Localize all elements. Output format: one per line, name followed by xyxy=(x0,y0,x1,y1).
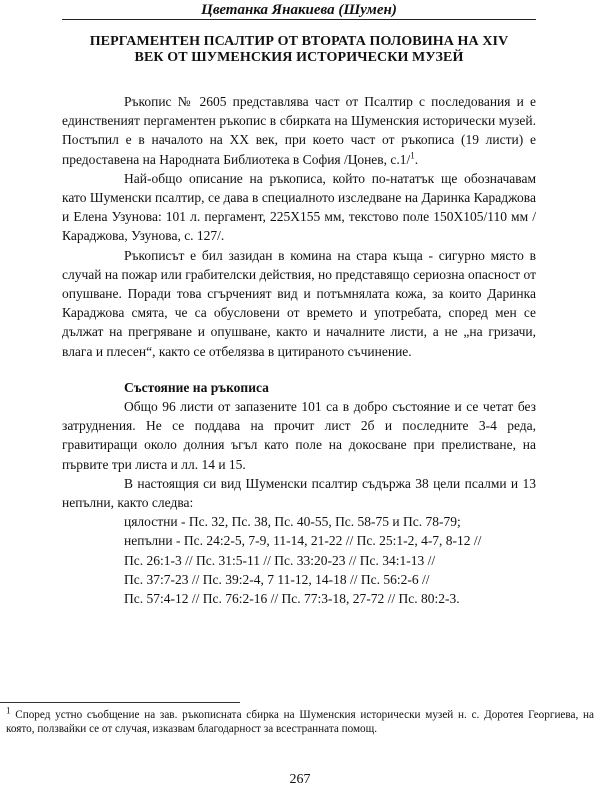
paragraph-4: Общо 96 листи от запазените 101 са в добро състояние и се четат без затруднения. Не се поддава на прочит лист 2б и последните 3-4 реда, гравитиращи около долния ъгъл като поле на докосване при прелистване, на първите три листа и лл. 14 и 15. xyxy=(62,399,536,472)
paragraph-5: В настоящия си вид Шуменски псалтир съдържа 38 цели псалми и 13 непълни, както следва: xyxy=(62,475,536,511)
footnote xyxy=(0,705,600,736)
section-heading: Състояние на ръкописа xyxy=(124,379,269,395)
list-item: непълни - Пс. 24:2-5, 7-9, 11-14, 21-22 // Пс. 25:1-2, 4-7, 8-12 // xyxy=(124,533,482,549)
article-title-line-1: ПЕРГАМЕНТЕН ПСАЛТИР ОТ ВТОРАТА ПОЛОВИНА НА XIV xyxy=(89,34,509,49)
paragraph-1-end: . xyxy=(414,151,419,167)
footnote-rule xyxy=(0,702,240,703)
list-item: Пс. 57:4-12 // Пс. 76:2-16 // Пс. 77:3-18, 27-72 // Пс. 80:2-3. xyxy=(124,591,460,607)
page-number: 267 xyxy=(289,772,311,787)
list-item: цялостни - Пс. 32, Пс. 38, Пс. 40-55, Пс. 58-75 и Пс. 78-79; xyxy=(124,514,461,530)
article-body xyxy=(62,92,536,608)
paragraph-1-text: Ръкопис № 2605 представлява част от Псалтир с последования и е единственият пергаментен ръкопис в сбирката на Шуменския исторически музей. Постъпил е в началото на XX век, при което част от ръкописа (19 листи) е предоставена на Народната Библиотека в София /Цонев, с.1/ xyxy=(62,94,536,167)
list-item: Пс. 26:1-3 // Пс. 31:5-11 // Пс. 33:20-23 // Пс. 34:1-13 // xyxy=(124,552,436,568)
header-rule xyxy=(62,19,536,20)
footnote-reference[interactable]: 1 xyxy=(410,150,415,161)
article-title-line-2: ВЕК ОТ ШУМЕНСКИЯ ИСТОРИЧЕСКИ МУЗЕЙ xyxy=(134,50,464,65)
paragraph-2: Най-общо описание на ръкописа, който по-нататък ще обозначавам като Шуменски псалтир, се дава в специалното изследване на Даринка Караджова и Елена Узунова: 101 л. пергамент, 225Х155 мм, текстово поле 150Х105/110 мм /Караджова, Узунова, с. 127/. xyxy=(62,170,536,244)
psalm-list xyxy=(62,512,536,608)
running-header-author: Цветанка Янакиева (Шумен) xyxy=(201,2,397,18)
paragraph-1 xyxy=(62,92,536,169)
list-item: Пс. 37:7-23 // Пс. 39:2-4, 7 11-12, 14-18 // Пс. 56:2-6 // xyxy=(124,571,430,587)
paragraph-3: Ръкописът е бил зазидан в комина на стара къща - сигурно място в случай на пожар или грабителски действия, но представящо сериозна опасност от опушване. Поради това сгърченият вид и потъмнялата кожа, за които Даринка Караджова смята, че са обусловени от времето и употребата, според мен се дължат на прегряване и опушване, както и началните листи, а не „на гризачи, влага и плесен“, както се отбелязва в цитираното съчинение. xyxy=(62,247,536,359)
article-title xyxy=(62,34,536,66)
footnote-marker: 1 xyxy=(6,705,11,716)
footnote-text: Според устно съобщение на зав. ръкописната сбирка на Шуменския исторически музей н. с. Доротея Георгиева, на която, ползвайки се от случая, изказвам благодарност за всестранната помощ. xyxy=(6,709,594,735)
